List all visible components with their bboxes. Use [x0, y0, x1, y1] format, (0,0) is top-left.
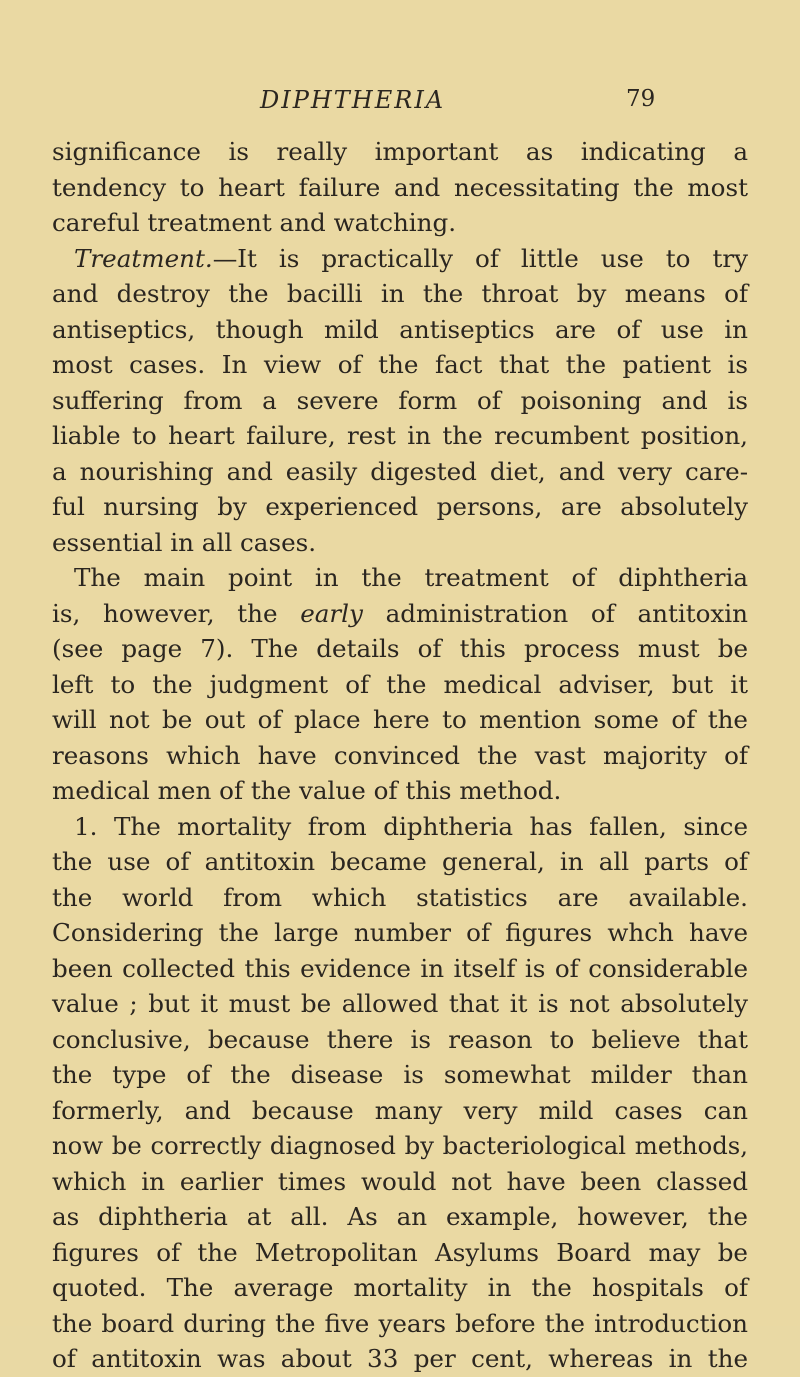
text-line: reasons which have convinced the vast majority of: [52, 740, 748, 770]
text-line: most cases. In view of the fact that the patient is: [52, 350, 748, 379]
text-line: 1. The mortality from diphtheria has fallen, since: [74, 811, 748, 841]
running-head: [0, 86, 800, 120]
text-line: which in earlier times would not have been classed: [52, 1166, 748, 1196]
text-line-part: is, however, the: [52, 598, 301, 628]
text-line: The main point in the treatment of diphtheria: [74, 563, 748, 592]
text-line: as diphtheria at all. As an example, however, the: [52, 1202, 748, 1231]
text-line: [52, 596, 748, 632]
text-line: tendency to heart failure and necessitating the most: [52, 172, 748, 202]
text-line: of antitoxin was about 33 per cent, whereas in the: [52, 1344, 748, 1373]
text-line: figures of the Metropolitan Asylums Board may be: [52, 1237, 748, 1267]
text-line: will not be out of place here to mention some of the: [52, 705, 748, 734]
text-line: careful treatment and watching.: [52, 208, 457, 237]
text-line: quoted. The average mortality in the hospitals of: [52, 1273, 748, 1302]
text-line: the type of the disease is somewhat milder than: [52, 1060, 748, 1089]
text-line: [52, 241, 748, 277]
text-line: the world from which statistics are available.: [52, 882, 748, 912]
text-line: ful nursing by experienced persons, are absolutely: [52, 492, 748, 521]
text-line: conclusive, because there is reason to believe that: [52, 1024, 748, 1054]
text-line: the use of antitoxin became general, in all parts of: [52, 847, 748, 876]
text-line: the board during the five years before the introduction: [52, 1308, 748, 1338]
emphasis-early: early: [300, 598, 363, 628]
text-line-rest: —It is practically of little use to try: [212, 243, 748, 273]
body-text: [52, 134, 748, 1377]
section-heading-treatment: Treatment.: [74, 243, 213, 273]
text-line: and destroy the bacilli in the throat by means of: [52, 279, 748, 308]
text-line: medical men of the value of this method.: [52, 776, 562, 805]
text-line: a nourishing and easily digested diet, and very care-: [52, 456, 748, 486]
running-head-title: DIPHTHERIA: [260, 86, 446, 114]
text-line-part: administration of antitoxin: [362, 598, 748, 628]
page-number: 79: [626, 86, 656, 112]
text-line: value ; but it must be allowed that it is not absolutely: [52, 989, 748, 1018]
text-line: now be correctly diagnosed by bacteriological methods,: [52, 1131, 748, 1160]
text-line: Considering the large number of figures whch have: [52, 918, 748, 947]
text-line: left to the judgment of the medical adviser, but it: [52, 669, 748, 699]
text-line: been collected this evidence in itself is of considerable: [52, 953, 748, 983]
text-line: (see page 7). The details of this process must be: [52, 634, 748, 663]
text-line: antiseptics, though mild antiseptics are of use in: [52, 314, 748, 344]
text-line: suffering from a severe form of poisoning and is: [52, 385, 748, 415]
text-line: liable to heart failure, rest in the recumbent position,: [52, 421, 748, 450]
text-line: significance is really important as indicating a: [52, 137, 748, 166]
text-line: essential in all cases.: [52, 527, 317, 557]
text-line: formerly, and because many very mild cases can: [52, 1095, 748, 1125]
